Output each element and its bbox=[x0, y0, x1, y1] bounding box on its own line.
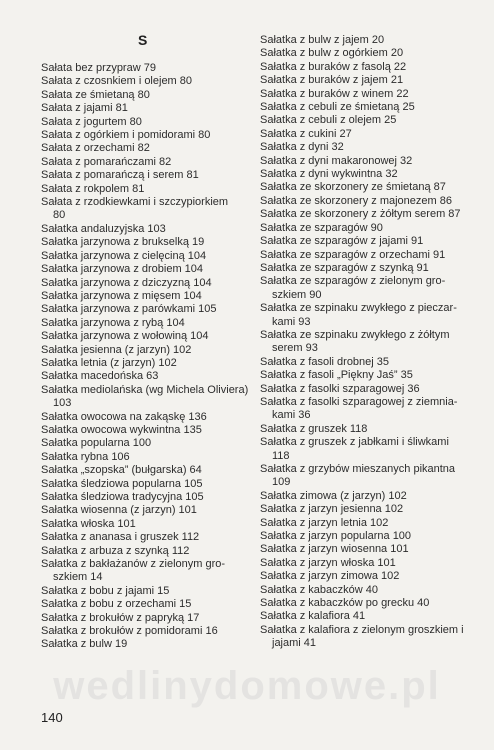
index-entry-text: Sałatka macedońska 63 bbox=[41, 370, 159, 383]
index-entry-text: Sałatka z dyni 32 bbox=[260, 141, 344, 154]
index-entry-text: Sałatka z fasolki szparagowej z ziemnia- bbox=[260, 395, 458, 408]
index-entry bbox=[260, 436, 490, 463]
index-entry-text: Sałatka ze szpinaku zwykłego z pieczar- bbox=[260, 302, 457, 315]
index-entry bbox=[41, 290, 259, 303]
index-entry bbox=[41, 464, 259, 477]
index-entry bbox=[260, 262, 490, 275]
index-entry-text: Sałatka z jarzyn wiosenna 101 bbox=[260, 543, 409, 556]
index-entry-text: Sałatka „szopska” (bułgarska) 64 bbox=[41, 464, 202, 477]
index-entry-text: Sałatka jarzynowa z brukselką 19 bbox=[41, 236, 205, 249]
index-entry bbox=[260, 624, 490, 651]
index-entry-text: Sałatka śledziowa popularna 105 bbox=[41, 477, 203, 490]
index-entry-text: Sałata z orzechami 82 bbox=[41, 142, 150, 155]
index-entry bbox=[260, 101, 490, 114]
index-entry bbox=[41, 75, 259, 88]
index-entry-text: Sałatka ze szparagów z szynką 91 bbox=[260, 261, 429, 274]
index-entry-text: Sałatka ze szpinaku zwykłego z żółtym bbox=[260, 328, 450, 341]
index-entry-text: Sałatka jarzynowa z parówkami 105 bbox=[41, 303, 217, 316]
index-entry-continuation: 103 bbox=[53, 397, 72, 410]
index-entry-text: Sałatka włoska 101 bbox=[41, 517, 136, 530]
index-entry-text: Sałata z pomarańczą i serem 81 bbox=[41, 169, 199, 182]
index-entry bbox=[260, 584, 490, 597]
index-entry-text: Sałatka z dyni wykwintna 32 bbox=[260, 168, 398, 181]
index-entry-text: Sałatka z arbuza z szynką 112 bbox=[41, 544, 190, 557]
index-entry-text: Sałatka śledziowa tradycyjna 105 bbox=[41, 491, 204, 503]
index-entry bbox=[41, 451, 259, 464]
index-entry-text: Sałatka z cukini 27 bbox=[260, 127, 352, 140]
index-entry-continuation: kami 36 bbox=[272, 409, 311, 422]
index-entry bbox=[41, 236, 259, 249]
index-entry bbox=[260, 47, 490, 60]
index-entry-text: Sałatka owocowa na zakąskę 136 bbox=[41, 410, 207, 423]
index-entry bbox=[41, 585, 259, 598]
index-entry-continuation: 118 bbox=[272, 449, 290, 462]
index-entry bbox=[41, 116, 259, 129]
index-entry-text: Sałatka jarzynowa z dziczyzną 104 bbox=[41, 276, 212, 289]
index-entry-text: Sałatka z buraków z winem 22 bbox=[260, 87, 409, 100]
index-entry bbox=[260, 356, 490, 369]
index-entry bbox=[260, 423, 490, 436]
index-entry-text: Sałatka z bulw z jajem 20 bbox=[260, 34, 385, 46]
index-entry-text: Sałatka z bakłażanów z zielonym gro- bbox=[41, 558, 226, 571]
index-entry bbox=[41, 169, 259, 182]
index-entry bbox=[41, 357, 259, 370]
index-entry bbox=[41, 183, 259, 196]
index-entry bbox=[260, 74, 490, 87]
index-entry-text: Sałatka zimowa (z jarzyn) 102 bbox=[260, 489, 407, 502]
index-entry-text: Sałatka z cebuli ze śmietaną 25 bbox=[260, 101, 415, 114]
index-entry bbox=[41, 156, 259, 169]
index-entry bbox=[41, 370, 259, 383]
index-entry-continuation: szkiem 90 bbox=[272, 288, 322, 301]
index-entry-text: Sałatka wiosenna (z jarzyn) 101 bbox=[41, 504, 197, 517]
index-entry-text: Sałatka andaluzyjska 103 bbox=[41, 222, 166, 235]
index-entry-text: Sałatka jarzynowa z wołowiną 104 bbox=[41, 330, 209, 343]
index-entry-continuation: szkiem 14 bbox=[53, 571, 103, 584]
index-entry bbox=[260, 530, 490, 543]
index-entry-continuation: kami 93 bbox=[272, 315, 311, 328]
index-entry bbox=[260, 597, 490, 610]
index-entry bbox=[41, 491, 259, 504]
index-entry bbox=[41, 384, 259, 411]
index-entry-text: Sałata z ogórkiem i pomidorami 80 bbox=[41, 129, 211, 142]
index-entry-text: Sałatka z jarzyn zimowa 102 bbox=[260, 570, 400, 583]
index-entry-text: Sałatka rybna 106 bbox=[41, 450, 130, 463]
index-entry-text: Sałatka jarzynowa z rybą 104 bbox=[41, 316, 185, 329]
index-entry bbox=[260, 168, 490, 181]
index-entry bbox=[41, 612, 259, 625]
index-entry-text: Sałatka jesienna (z jarzyn) 102 bbox=[41, 343, 192, 356]
index-entry bbox=[41, 102, 259, 115]
index-entry bbox=[260, 61, 490, 74]
index-entry bbox=[41, 62, 259, 75]
index-entry-text: Sałatka ze skorzonery z majonezem 86 bbox=[260, 194, 452, 207]
index-entry-text: Sałata z czosnkiem i olejem 80 bbox=[41, 75, 193, 88]
index-entry bbox=[260, 329, 490, 356]
index-entry bbox=[260, 369, 490, 382]
index-entry-text: Sałata z pomarańczami 82 bbox=[41, 155, 172, 168]
index-entry bbox=[41, 411, 259, 424]
index-entry bbox=[260, 517, 490, 530]
index-entry bbox=[260, 235, 490, 248]
index-entry-text: Sałatka z jarzyn popularna 100 bbox=[260, 530, 412, 543]
index-entry-text: Sałata bez przypraw 79 bbox=[41, 62, 156, 74]
index-entry-text: Sałata z rzodkiewkami i szczypiorkiem bbox=[41, 196, 229, 209]
index-entry bbox=[260, 396, 490, 423]
index-entry bbox=[260, 128, 490, 141]
index-entry bbox=[41, 263, 259, 276]
index-entry bbox=[41, 478, 259, 491]
index-entry bbox=[260, 249, 490, 262]
index-entry bbox=[41, 129, 259, 142]
index-entry bbox=[41, 344, 259, 357]
index-entry-continuation: serem 93 bbox=[272, 342, 318, 355]
index-entry bbox=[41, 518, 259, 531]
index-entry bbox=[260, 195, 490, 208]
index-entry-text: Sałatka ze skorzonery ze śmietaną 87 bbox=[260, 181, 446, 194]
index-entry bbox=[260, 34, 490, 47]
index-entry-text: Sałatka z fasoli drobnej 35 bbox=[260, 355, 390, 368]
index-entry-text: Sałatka mediolańska (wg Michela Oliviera) bbox=[41, 383, 249, 396]
index-entry bbox=[260, 155, 490, 168]
index-entry-text: Sałata z jajami 81 bbox=[41, 102, 128, 115]
index-entry bbox=[41, 223, 259, 236]
index-column-left bbox=[41, 62, 259, 652]
index-entry-text: Sałatka jarzynowa z drobiem 104 bbox=[41, 263, 204, 276]
index-entry bbox=[41, 250, 259, 263]
index-entry-text: Sałatka ze szparagów z orzechami 91 bbox=[260, 248, 446, 261]
index-entry-text: Sałatka popularna 100 bbox=[41, 437, 152, 450]
index-entry bbox=[41, 142, 259, 155]
index-entry-text: Sałatka z bobu z jajami 15 bbox=[41, 584, 170, 597]
index-entry-text: Sałatka z kalafiora z zielonym groszkiem i bbox=[260, 623, 464, 636]
index-entry bbox=[41, 330, 259, 343]
index-entry bbox=[260, 490, 490, 503]
index-entry bbox=[260, 181, 490, 194]
index-entry bbox=[41, 531, 259, 544]
index-entry bbox=[260, 114, 490, 127]
index-entry bbox=[41, 303, 259, 316]
index-entry bbox=[41, 196, 259, 223]
index-entry bbox=[260, 88, 490, 101]
index-entry-text: Sałatka z bulw z ogórkiem 20 bbox=[260, 47, 404, 60]
index-entry-text: Sałata z rokpolem 81 bbox=[41, 182, 145, 195]
index-entry-text: Sałatka z kabaczków po grecku 40 bbox=[260, 597, 430, 610]
section-letter: S bbox=[138, 32, 148, 48]
index-entry bbox=[260, 208, 490, 221]
index-entry-text: Sałatka ze szparagów z zielonym gro- bbox=[260, 275, 446, 288]
index-entry-text: Sałatka z kabaczków 40 bbox=[260, 583, 379, 596]
index-entry-text: Sałatka z bobu z orzechami 15 bbox=[41, 598, 192, 611]
index-entry-text: Sałatka ze szparagów z jajami 91 bbox=[260, 235, 424, 248]
index-entry-text: Sałatka ze skorzonery z żółtym serem 87 bbox=[260, 208, 461, 221]
index-entry bbox=[260, 557, 490, 570]
index-entry-text: Sałata ze śmietaną 80 bbox=[41, 88, 150, 101]
index-entry-text: Sałatka z jarzyn letnia 102 bbox=[260, 516, 389, 529]
index-entry-text: Sałatka z cebuli z olejem 25 bbox=[260, 114, 397, 127]
index-entry bbox=[260, 302, 490, 329]
index-entry-text: Sałatka owocowa wykwintna 135 bbox=[41, 423, 202, 436]
index-entry-text: Sałatka z grzybów mieszanych pikantna bbox=[260, 463, 456, 475]
index-entry bbox=[41, 598, 259, 611]
index-entry-text: Sałatka z fasoli „Piękny Jaś” 35 bbox=[260, 369, 413, 382]
index-entry bbox=[260, 503, 490, 516]
index-entry bbox=[260, 570, 490, 583]
index-entry bbox=[260, 543, 490, 556]
index-entry-text: Sałatka jarzynowa z mięsem 104 bbox=[41, 289, 202, 302]
index-entry-text: Sałatka z gruszek z jabłkami i śliwkami bbox=[260, 436, 449, 449]
index-entry-text: Sałatka z brokułów z pomidorami 16 bbox=[41, 625, 218, 638]
index-entry-continuation: 109 bbox=[272, 476, 291, 489]
index-entry bbox=[41, 424, 259, 437]
watermark: wedlinydomowe.pl bbox=[53, 664, 441, 708]
index-entry bbox=[260, 141, 490, 154]
index-entry-text: Sałatka z bulw 19 bbox=[41, 638, 128, 651]
index-entry-text: Sałatka z gruszek 118 bbox=[260, 422, 368, 435]
index-entry-text: Sałatka z jarzyn włoska 101 bbox=[260, 556, 396, 569]
index-column-right bbox=[260, 34, 490, 651]
index-entry-text: Sałatka letnia (z jarzyn) 102 bbox=[41, 356, 177, 369]
index-entry bbox=[41, 89, 259, 102]
index-entry bbox=[260, 275, 490, 302]
index-entry bbox=[41, 317, 259, 330]
index-entry-continuation: 80 bbox=[53, 209, 66, 222]
index-entry bbox=[41, 558, 259, 585]
index-entry bbox=[41, 625, 259, 638]
index-entry-text: Sałatka z ananasa i gruszek 112 bbox=[41, 531, 200, 544]
index-entry bbox=[260, 610, 490, 623]
index-entry-text: Sałata z jogurtem 80 bbox=[41, 115, 142, 128]
index-entry-text: Sałatka z buraków z jajem 21 bbox=[260, 74, 404, 87]
index-entry-text: Sałatka jarzynowa z cielęciną 104 bbox=[41, 249, 207, 262]
index-entry bbox=[41, 638, 259, 651]
index-entry-text: Sałatka z buraków z fasolą 22 bbox=[260, 60, 407, 73]
index-entry-text: Sałatka z brokułów z papryką 17 bbox=[41, 611, 200, 624]
index-entry-text: Sałatka z fasolki szparagowej 36 bbox=[260, 382, 420, 395]
index-entry-text: Sałatka z kalafiora 41 bbox=[260, 610, 366, 623]
page-number: 140 bbox=[41, 710, 63, 725]
index-entry bbox=[41, 504, 259, 517]
index-entry-text: Sałatka z jarzyn jesienna 102 bbox=[260, 503, 404, 516]
index-entry bbox=[260, 463, 490, 490]
index-entry-continuation: jajami 41 bbox=[272, 637, 317, 650]
index-entry bbox=[41, 277, 259, 290]
index-entry bbox=[260, 222, 490, 235]
index-entry-text: Sałatka ze szparagów 90 bbox=[260, 221, 383, 234]
index-entry bbox=[41, 545, 259, 558]
index-entry-text: Sałatka z dyni makaronowej 32 bbox=[260, 154, 413, 167]
index-entry bbox=[260, 383, 490, 396]
index-entry bbox=[41, 437, 259, 450]
